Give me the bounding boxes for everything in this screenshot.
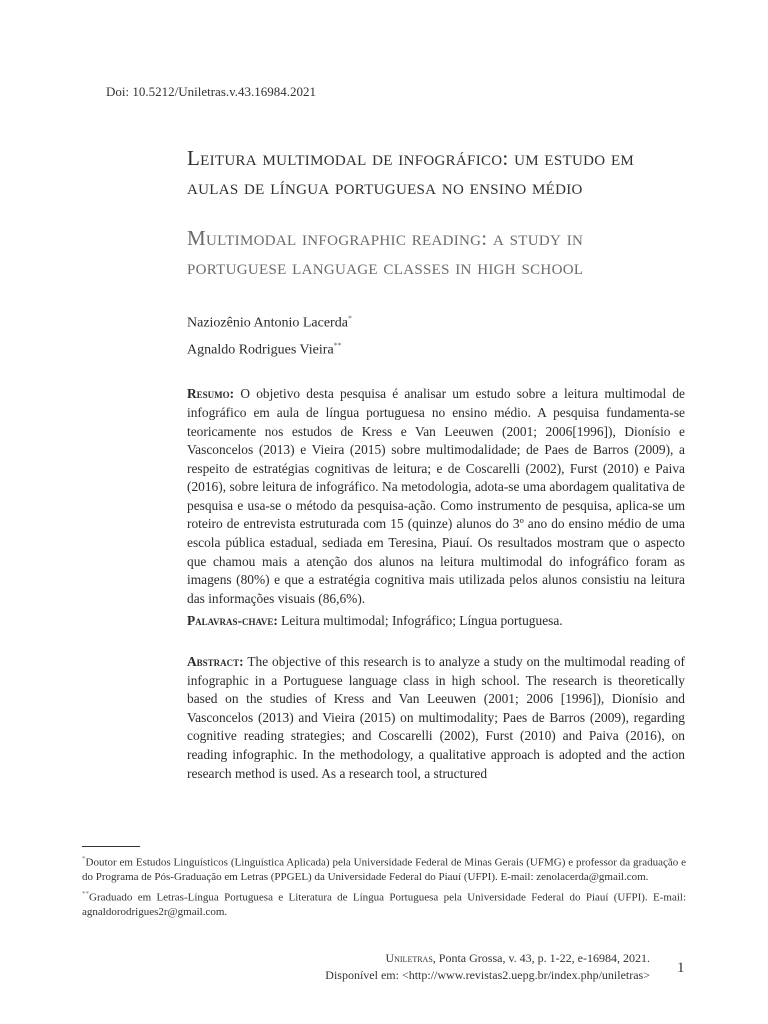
page-number: 1 <box>677 960 685 976</box>
article-header <box>187 144 685 783</box>
abstract-text: The objective of this research is to analyze a study on the multimodal reading of infographic in a Portuguese language class in high school. The research is theoretically based on the studies of Kress and Van Leeuwen (2001; 2006 [1996]), Dionísio and Vasconcelos (2013) and Vieira (2015) on multimodality; Paes de Barros (2009), regarding cognitive reading strategies; and Coscarelli (2002), Furst (2010) and Paiva (2016), on reading infographic. In the methodology, a qualitative approach is adopted and the action research method is used. As a research tool, a structured <box>187 654 685 781</box>
author-footnote-mark: * <box>347 314 352 323</box>
footnote-1 <box>82 852 686 885</box>
citation-text: , Ponta Grossa, v. 43, p. 1-22, e-16984, 2021. <box>432 951 650 965</box>
title-english: Multimodal infographic reading: a study in portuguese language classes in high school <box>187 226 584 279</box>
abstract-paragraph <box>187 653 685 783</box>
resumo-paragraph <box>187 385 685 608</box>
author-list <box>187 308 685 361</box>
footnote-text: Graduado em Letras-Língua Portuguesa e Literatura de Língua Portuguesa pela Universidade Federal do Piauí (UFPI). E-mail: agnaldorodrigues2r@gmail.com. <box>82 891 686 919</box>
footnote-mark: ** <box>82 889 89 898</box>
author-1 <box>187 308 685 335</box>
footnote-divider <box>82 846 140 847</box>
doi-line: Doi: 10.5212/Uniletras.v.43.16984.2021 <box>106 84 317 99</box>
resumo-text: O objetivo desta pesquisa é analisar um estudo sobre a leitura multimodal de infográfico em aula de língua portuguesa no ensino médio. A pesquisa fundamenta-se teoricamente nos estudos de Kress e Van Leeuwen (2001; 2006[1996]), Dionísio e Vasconcelos (2013) e Vieira (2015) sobre multimodalidade; de Paes de Barros (2009), a respeito de estratégias cognitivas de leitura; e de Coscarelli (2002), Furst (2010) e Paiva (2016), sobre leitura de infográfico. Na metodologia, adota-se uma abordagem qualitativa de pesquisa e usa-se o método da pesquisa-ação. Como instrumento de pesquisa, aplica-se um roteiro de entrevista estruturada com 15 (quinze) alunos do 3º ano do ensino médio de uma escola pública estadual, sediada em Teresina, Piauí. Os resultados mostram que o aspecto que chamou mais a atenção dos alunos na leitura multimodal do infográfico foram as imagens (80%) e que a estratégia cognitiva mais utilizada pelos alunos consistiu na leitura das informações visuais (86,6%). <box>187 386 685 606</box>
resumo-label: Resumo: <box>187 386 235 402</box>
footnote-text: Doutor em Estudos Linguísticos (Linguística Aplicada) pela Universidade Federal de Minas Gerais (UFMG) e professor da graduação e do Programa de Pós-Graduação em Letras (PPGEL) da Universidade Federal do Piauí (UFPI). E-mail: zenolacerda@gmail.com. <box>82 856 686 884</box>
author-name: Naziozênio Antonio Lacerda <box>187 315 348 331</box>
footer-available-url: Disponível em: <http://www.revistas2.uepg.br/index.php/uniletras> <box>325 968 650 982</box>
keywords-paragraph <box>187 612 685 631</box>
footnote-mark: * <box>82 855 86 863</box>
author-name: Agnaldo Rodrigues Vieira <box>187 342 334 358</box>
keywords-text: Leitura multimodal; Infográfico; Língua portuguesa. <box>281 613 563 629</box>
keywords-label: Palavras-chave: <box>187 613 278 629</box>
footnotes <box>82 852 686 922</box>
footer-citation <box>325 950 650 967</box>
footnote-2 <box>82 887 686 920</box>
author-2 <box>187 335 685 362</box>
author-footnote-mark: ** <box>333 340 342 350</box>
page-footer <box>325 950 650 984</box>
title-portuguese: Leitura multimodal de infográfico: um estudo em aulas de língua portuguesa no ensino médio <box>187 146 635 199</box>
abstract-label: Abstract: <box>187 654 244 670</box>
journal-name: Uniletras <box>385 951 433 965</box>
